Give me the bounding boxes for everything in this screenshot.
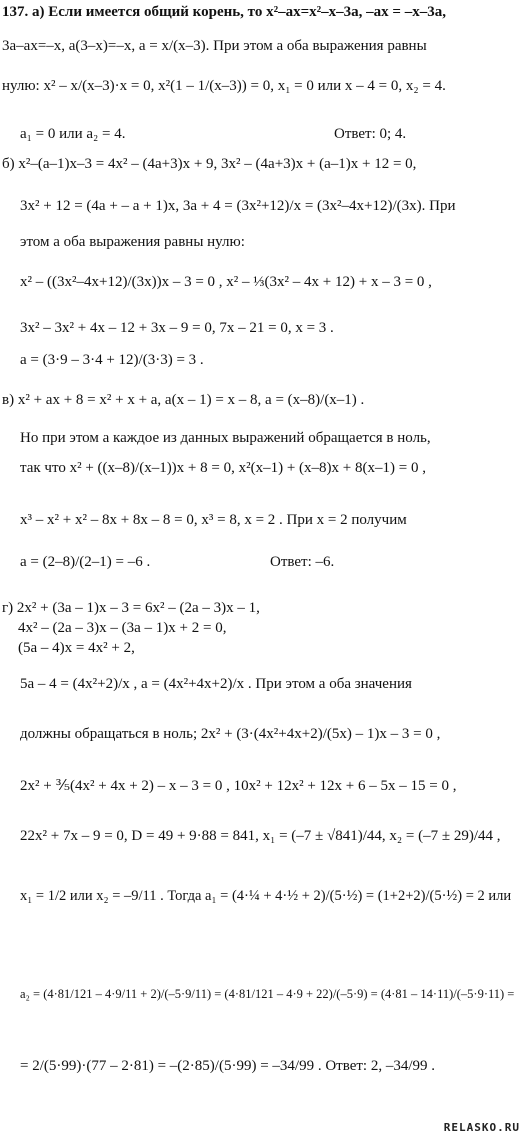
line-11: в) x² + ax + 8 = x² + x + a, a(x – 1) = x – 8, a = (x–8)/(x–1) . xyxy=(2,392,365,408)
line-08: x² – ((3x²–4x+12)/(3x))x – 3 = 0 , x² – ⅓(3x² – 4x + 12) + x – 3 = 0 , xyxy=(20,274,432,290)
answer-v: Ответ: –6. xyxy=(270,554,335,570)
line-07: этом a оба выражения равны нулю: xyxy=(20,234,245,250)
line-12: Но при этом a каждое из данных выражений обращается в ноль, xyxy=(20,430,431,446)
line-21: 2x² + ⅗(4x² + 4x + 2) – x – 3 = 0 , 10x² + 12x² + 12x + 6 – 5x – 15 = 0 , xyxy=(20,778,457,794)
line-23: x₁ = 1/2 или x₂ = –9/11 . Тогда a₁ = (4·¼ + 4·½ + 2)/(5·½) = (1+2+2)/(5·½) = 2 или xyxy=(20,888,512,904)
line-16: г) 2x² + (3a – 1)x – 3 = 6x² – (2a – 3)x – 1, xyxy=(2,600,260,616)
line-17: 4x² – (2a – 3)x – (3a – 1)x + 2 = 0, xyxy=(18,620,227,636)
line-02: 3a–ax=–x, a(3–x)=–x, a = x/(x–3). При этом a оба выражения равны xyxy=(2,38,427,54)
line-20: должны обращаться в ноль; 2x² + (3·(4x²+4x+2)/(5x) – 1)x – 3 = 0 , xyxy=(20,726,441,742)
line-13: так что x² + ((x–8)/(x–1))x + 8 = 0, x²(x–1) + (x–8)x + 8(x–1) = 0 , xyxy=(20,460,426,476)
line-19: 5a – 4 = (4x²+2)/x , a = (4x²+4x+2)/x . При этом a оба значения xyxy=(20,676,412,692)
line-03: нулю: x² – x/(x–3)·x = 0, x²(1 – 1/(x–3)) = 0, x₁ = 0 или x – 4 = 0, x₂ = 4. xyxy=(2,78,446,94)
line-22: 22x² + 7x – 9 = 0, D = 49 + 9·88 = 841, x₁ = (–7 ± √841)/44, x₂ = (–7 ± 29)/44 , xyxy=(20,828,501,844)
line-15: a = (2–8)/(2–1) = –6 . xyxy=(20,554,151,570)
problem-number-line xyxy=(2,2,446,22)
line-24: a₂ = (4·81/121 – 4·9/11 + 2)/(–5·9/11) = (4·81/121 – 4·9 + 22)/(–5·9) = (4·81 – 14·11)/(–5·9·11) = xyxy=(20,987,515,1001)
line-04: a₁ = 0 или a₂ = 4. xyxy=(20,126,126,142)
site-watermark: RELASKO.RU xyxy=(443,1121,520,1134)
line-14: x³ – x² + x² – 8x + 8x – 8 = 0, x³ = 8, x = 2 . При x = 2 получим xyxy=(20,512,407,528)
line-05: б) x²–(a–1)x–3 = 4x² – (4a+3)x + 9, 3x² – (4a+3)x + (a–1)x + 12 = 0, xyxy=(2,156,417,172)
line-06: 3x² + 12 = (4a + – a + 1)x, 3a + 4 = (3x²+12)/x = (3x²–4x+12)/(3x). При xyxy=(20,198,456,214)
line-10: a = (3·9 – 3·4 + 12)/(3·3) = 3 . xyxy=(20,352,204,368)
line-18: (5a – 4)x = 4x² + 2, xyxy=(18,640,135,656)
line-25: = 2/(5·99)·(77 – 2·81) = –(2·85)/(5·99) = –34/99 . Ответ: 2, –34/99 . xyxy=(20,1058,435,1074)
answer-a: Ответ: 0; 4. xyxy=(334,126,407,142)
line-01: 137. а) Если имеется общий корень, то x²–ax=x²–x–3a, –ax = –x–3a, xyxy=(2,4,446,20)
line-09: 3x² – 3x² + 4x – 12 + 3x – 9 = 0, 7x – 21 = 0, x = 3 . xyxy=(20,320,334,336)
